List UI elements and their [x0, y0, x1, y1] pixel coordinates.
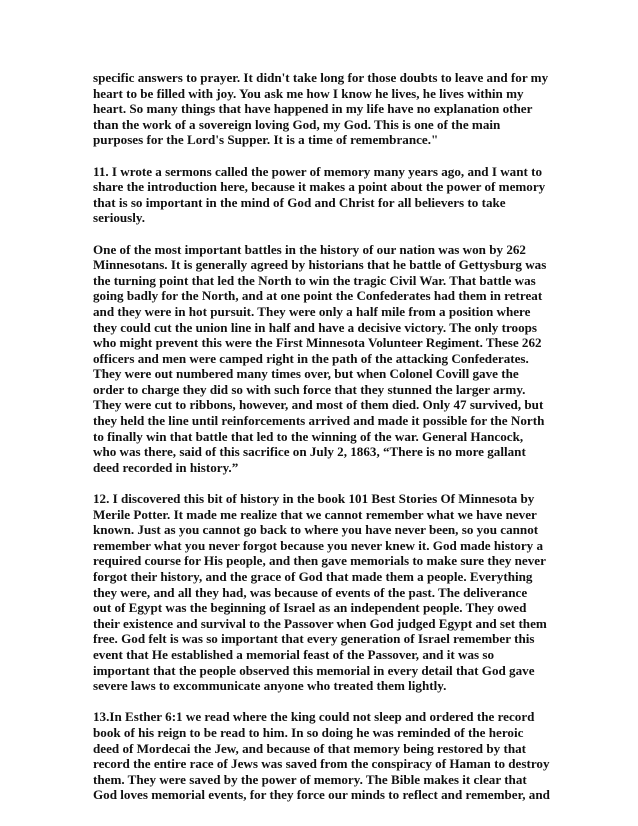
- paragraph: [93, 491, 553, 694]
- text-line: One of the most important battles in the history of our nation was won by 262: [93, 241, 526, 257]
- text-line: 13.In Esther 6:1 we read where the king could not sleep and ordered the record: [93, 709, 535, 725]
- text-line: 11. I wrote a sermons called the power of memory many years ago, and I want to: [93, 163, 543, 179]
- paragraph-gap: [93, 148, 553, 164]
- paragraph-gap: [93, 694, 553, 710]
- text-line: book of his reign to be read to him. In so doing he was reminded of the heroic: [93, 724, 524, 740]
- text-line: specific answers to prayer. It didn't take long for those doubts to leave and for my: [93, 70, 549, 85]
- paragraph-gap: [93, 226, 553, 242]
- text-line: required course for His people, and then gave memorials to make sure they never: [93, 553, 546, 569]
- text-line: remember what you never forgot because you never knew it. God made history a: [93, 537, 543, 553]
- paragraph: [93, 164, 553, 226]
- text-line: order to charge they did so with such force that they stunned the larger army.: [93, 381, 526, 397]
- text-line: purposes for the Lord's Supper. It is a time of remembrance.": [93, 132, 439, 148]
- text-line: heart. So many things that have happened in my life have no explanation other: [93, 101, 533, 117]
- text-line: known. Just as you cannot go back to where you have never been, so you cannot: [93, 522, 539, 538]
- text-line: seriously.: [93, 210, 146, 226]
- text-line: than the work of a sovereign loving God, my God. This is one of the main: [93, 116, 501, 132]
- paragraph-gap: [93, 475, 553, 491]
- paragraph: [93, 70, 553, 148]
- paragraph: [93, 242, 553, 476]
- paragraph: [93, 709, 553, 803]
- text-line: God loves memorial events, for they force our minds to reflect and remember, and: [93, 787, 550, 803]
- text-line: record the entire race of Jews was saved from the conspiracy of Haman to destroy: [93, 756, 550, 772]
- text-line: and they were in hot pursuit. They were only a half mile from a position where: [93, 303, 531, 319]
- text-line: that is so important in the mind of God and Christ for all believers to take: [93, 194, 506, 210]
- text-line: they held the line until reinforcements arrived and made it possible for the North: [93, 413, 545, 429]
- text-line: the turning point that led the North to win the tragic Civil War. That battle was: [93, 272, 536, 288]
- text-line: they could cut the union line in half and have a decisive victory. The only troops: [93, 319, 538, 335]
- text-line: event that He established a memorial feast of the Passover, and it was so: [93, 646, 495, 662]
- text-line: forgot their history, and the grace of God that made them a people. Everything: [93, 569, 533, 584]
- text-line: them. They were saved by the power of memory. The Bible makes it clear that: [93, 771, 527, 787]
- text-line: their existence and survival to the Passover when God judged Egypt and set them: [93, 615, 547, 631]
- text-line: They were cut to ribbons, however, and most of them died. Only 47 survived, but: [93, 397, 544, 413]
- text-line: deed of Mordecai the Jew, and because of that memory being restored by that: [93, 740, 527, 756]
- text-line: to finally win that battle that led to the winning of the war. General Hancock,: [93, 428, 524, 444]
- text-line: officers and men were camped right in the path of the attacking Confederates.: [93, 350, 529, 366]
- text-line: deed recorded in history.”: [93, 459, 239, 475]
- text-line: They were out numbered many times over, but when Colonel Covill gave the: [93, 366, 519, 382]
- text-line: 12. I discovered this bit of history in the book 101 Best Stories Of Minnesota by: [93, 491, 535, 507]
- text-line: severe laws to excommunicate anyone who treated them lightly.: [93, 678, 447, 694]
- text-line: free. God felt is was so important that every generation of Israel remember this: [93, 631, 535, 647]
- text-line: out of Egypt was the beginning of Israel as an independent people. They owed: [93, 600, 527, 616]
- text-line: they were, and all they had, was because of events of the past. The deliverance: [93, 584, 528, 600]
- text-line: Merile Potter. It made me realize that we cannot remember what we have never: [93, 506, 537, 522]
- text-line: who was there, said of this sacrifice on July 2, 1863, “There is no more gallant: [93, 444, 526, 460]
- text-line: share the introduction here, because it makes a point about the power of memory: [93, 179, 546, 195]
- text-line: heart to be filled with joy. You ask me how I know he lives, he lives within my: [93, 85, 524, 101]
- text-line: going badly for the North, and at one point the Confederates had them in retreat: [93, 288, 543, 304]
- text-line: important that the people observed this memorial in every detail that God gave: [93, 662, 535, 678]
- text-line: who might prevent this were the First Minnesota Volunteer Regiment. These 262: [93, 335, 542, 351]
- text-line: Minnesotans. It is generally agreed by historians that he battle of Gettysburg was: [93, 257, 547, 273]
- document-body: [93, 70, 553, 803]
